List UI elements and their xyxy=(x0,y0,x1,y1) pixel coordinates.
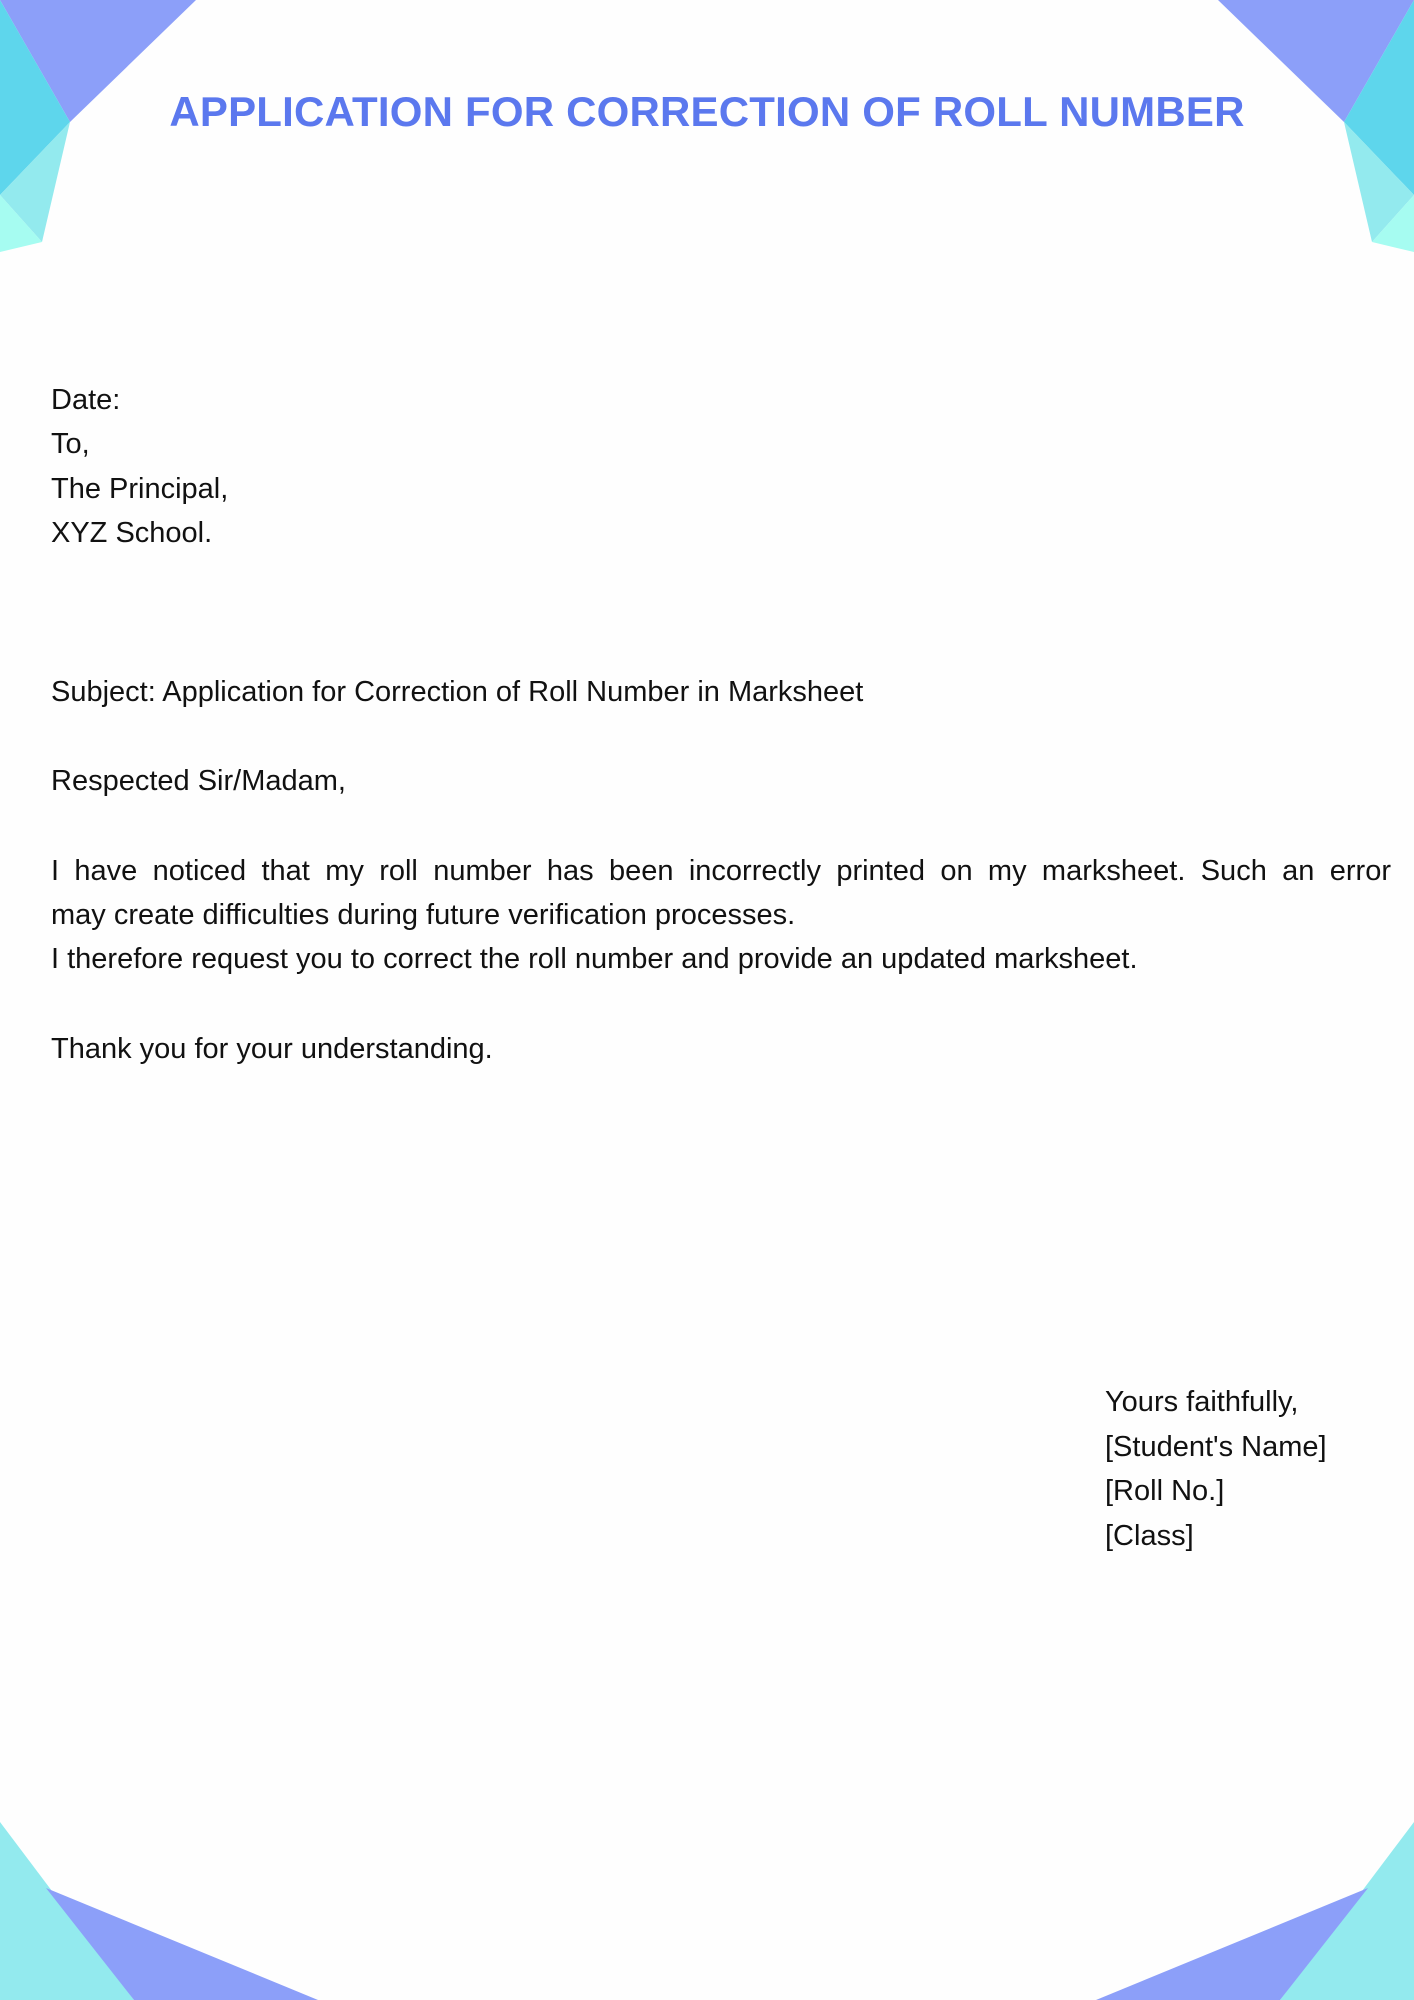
salutation: Respected Sir/Madam, xyxy=(51,765,346,797)
date-label: Date: xyxy=(51,384,121,416)
document-title: APPLICATION FOR CORRECTION OF ROLL NUMBER xyxy=(169,88,1245,135)
roll-number-placeholder: [Roll No.] xyxy=(1105,1475,1225,1507)
body-paragraph-1-line-1: I have noticed that my roll number has been incorrectly printed on my marksheet. Such an error xyxy=(51,855,1391,887)
recipient-line: The Principal, xyxy=(51,473,229,505)
class-placeholder: [Class] xyxy=(1105,1520,1194,1552)
closing-thanks: Thank you for your understanding. xyxy=(51,1033,493,1065)
to-line: To, xyxy=(51,428,90,460)
sign-off: Yours faithfully, xyxy=(1105,1386,1299,1418)
student-name-placeholder: [Student's Name] xyxy=(1105,1431,1327,1463)
body-paragraph-2: I therefore request you to correct the roll number and provide an updated marksheet. xyxy=(51,943,1138,975)
subject-line: Subject: Application for Correction of Roll Number in Marksheet xyxy=(51,676,864,708)
body-paragraph-1-line-2: may create difficulties during future verification processes. xyxy=(51,899,796,931)
bottom-left-corner-ornament xyxy=(0,1822,318,2000)
school-line: XYZ School. xyxy=(51,517,213,549)
bottom-right-corner-ornament xyxy=(1096,1822,1414,2000)
